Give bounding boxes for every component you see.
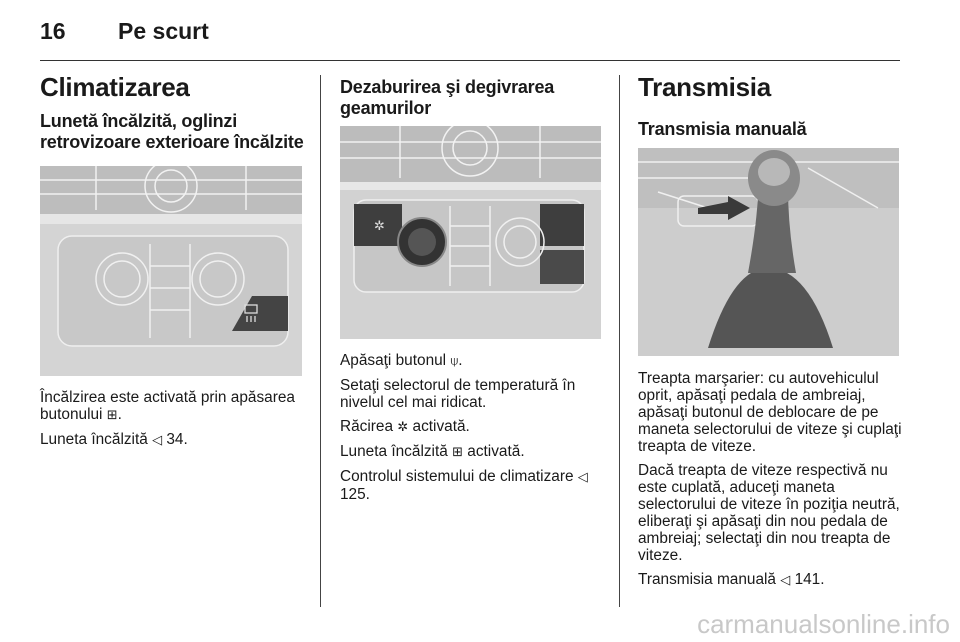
reference-arrow-icon: ◁ <box>780 573 791 588</box>
figure-gear-lever <box>638 148 899 356</box>
paragraph-heater-activation: Încălzirea este activată prin apăsarea butonului ⊞. <box>40 389 295 423</box>
subsection-title-manual: Transmisia manuală <box>638 119 807 139</box>
windscreen-defrost-icon: ⍦ <box>450 354 459 369</box>
paragraph-gear-not-engaged: Dacă treapta de viteze respectivă nu este cuplată, aduceţi maneta selectorului de viteze în poziţia neutră, eliberaţi şi apăsaţi din nou pedala de ambreiaj; selectaţi din nou treapta de viteze. <box>638 462 900 564</box>
paragraph-rear-heater: Luneta încălzită ⊞ activată. <box>340 443 525 460</box>
subsection-title-heated-window: Lunetă încălzită, oglinzi retrovizoare exterioare încălzite <box>40 111 304 152</box>
svg-text:✲: ✲ <box>374 219 385 234</box>
paragraph-reverse-gear: Treapta marşarier: cu autovehiculul oprit, apăsaţi pedala de ambreiaj, apăsaţi butonul de deblocare de pe maneta selectorului de viteze şi cuplaţi treapta de viteze. <box>638 370 902 455</box>
column-defrost <box>340 72 610 119</box>
section-title-climate: Climatizarea <box>40 72 190 102</box>
rear-window-heater-icon: ⊞ <box>106 408 118 423</box>
cooling-snowflake-icon: ✲ <box>397 420 409 435</box>
header-rule <box>40 60 900 61</box>
reference-arrow-icon: ◁ <box>577 470 588 485</box>
paragraph-climate-reference: Controlul sistemului de climatizare ◁ 125. <box>340 468 588 503</box>
figure-climate-panel-defrost <box>340 126 601 339</box>
figure-climate-panel-rear-heater <box>40 166 302 376</box>
column-transmission-text <box>638 370 902 596</box>
page-reference-link[interactable]: 125. <box>340 486 370 503</box>
column-climate-text <box>40 389 308 456</box>
section-title-defrost: Dezaburirea şi degivrarea geamurilor <box>340 77 555 118</box>
reference-arrow-icon: ◁ <box>152 433 163 448</box>
watermark: carmanualsonline.info <box>697 609 950 639</box>
column-climate <box>40 72 308 153</box>
page-number: 16 <box>40 18 66 44</box>
column-defrost-text <box>340 352 610 510</box>
column-divider-1 <box>320 75 321 607</box>
paragraph-heater-reference: Luneta încălzită ◁ 34. <box>40 431 188 448</box>
rear-window-heater-icon: ⊞ <box>452 445 463 460</box>
page-reference-link[interactable]: 141. <box>794 571 825 588</box>
chapter-title: Pe scurt <box>118 18 209 44</box>
column-transmission <box>638 72 902 140</box>
paragraph-transmission-reference: Transmisia manuală ◁ 141. <box>638 571 825 588</box>
paragraph-cooling: Răcirea ✲ activată. <box>340 418 470 435</box>
page-reference-link[interactable]: 34. <box>166 431 188 448</box>
paragraph-press-button: Apăsaţi butonul ⍦. <box>340 352 463 369</box>
column-divider-2 <box>619 75 620 607</box>
paragraph-temperature: Setaţi selectorul de temperatură în nivelul cel mai ridicat. <box>340 377 576 411</box>
section-title-transmission: Transmisia <box>638 72 771 102</box>
